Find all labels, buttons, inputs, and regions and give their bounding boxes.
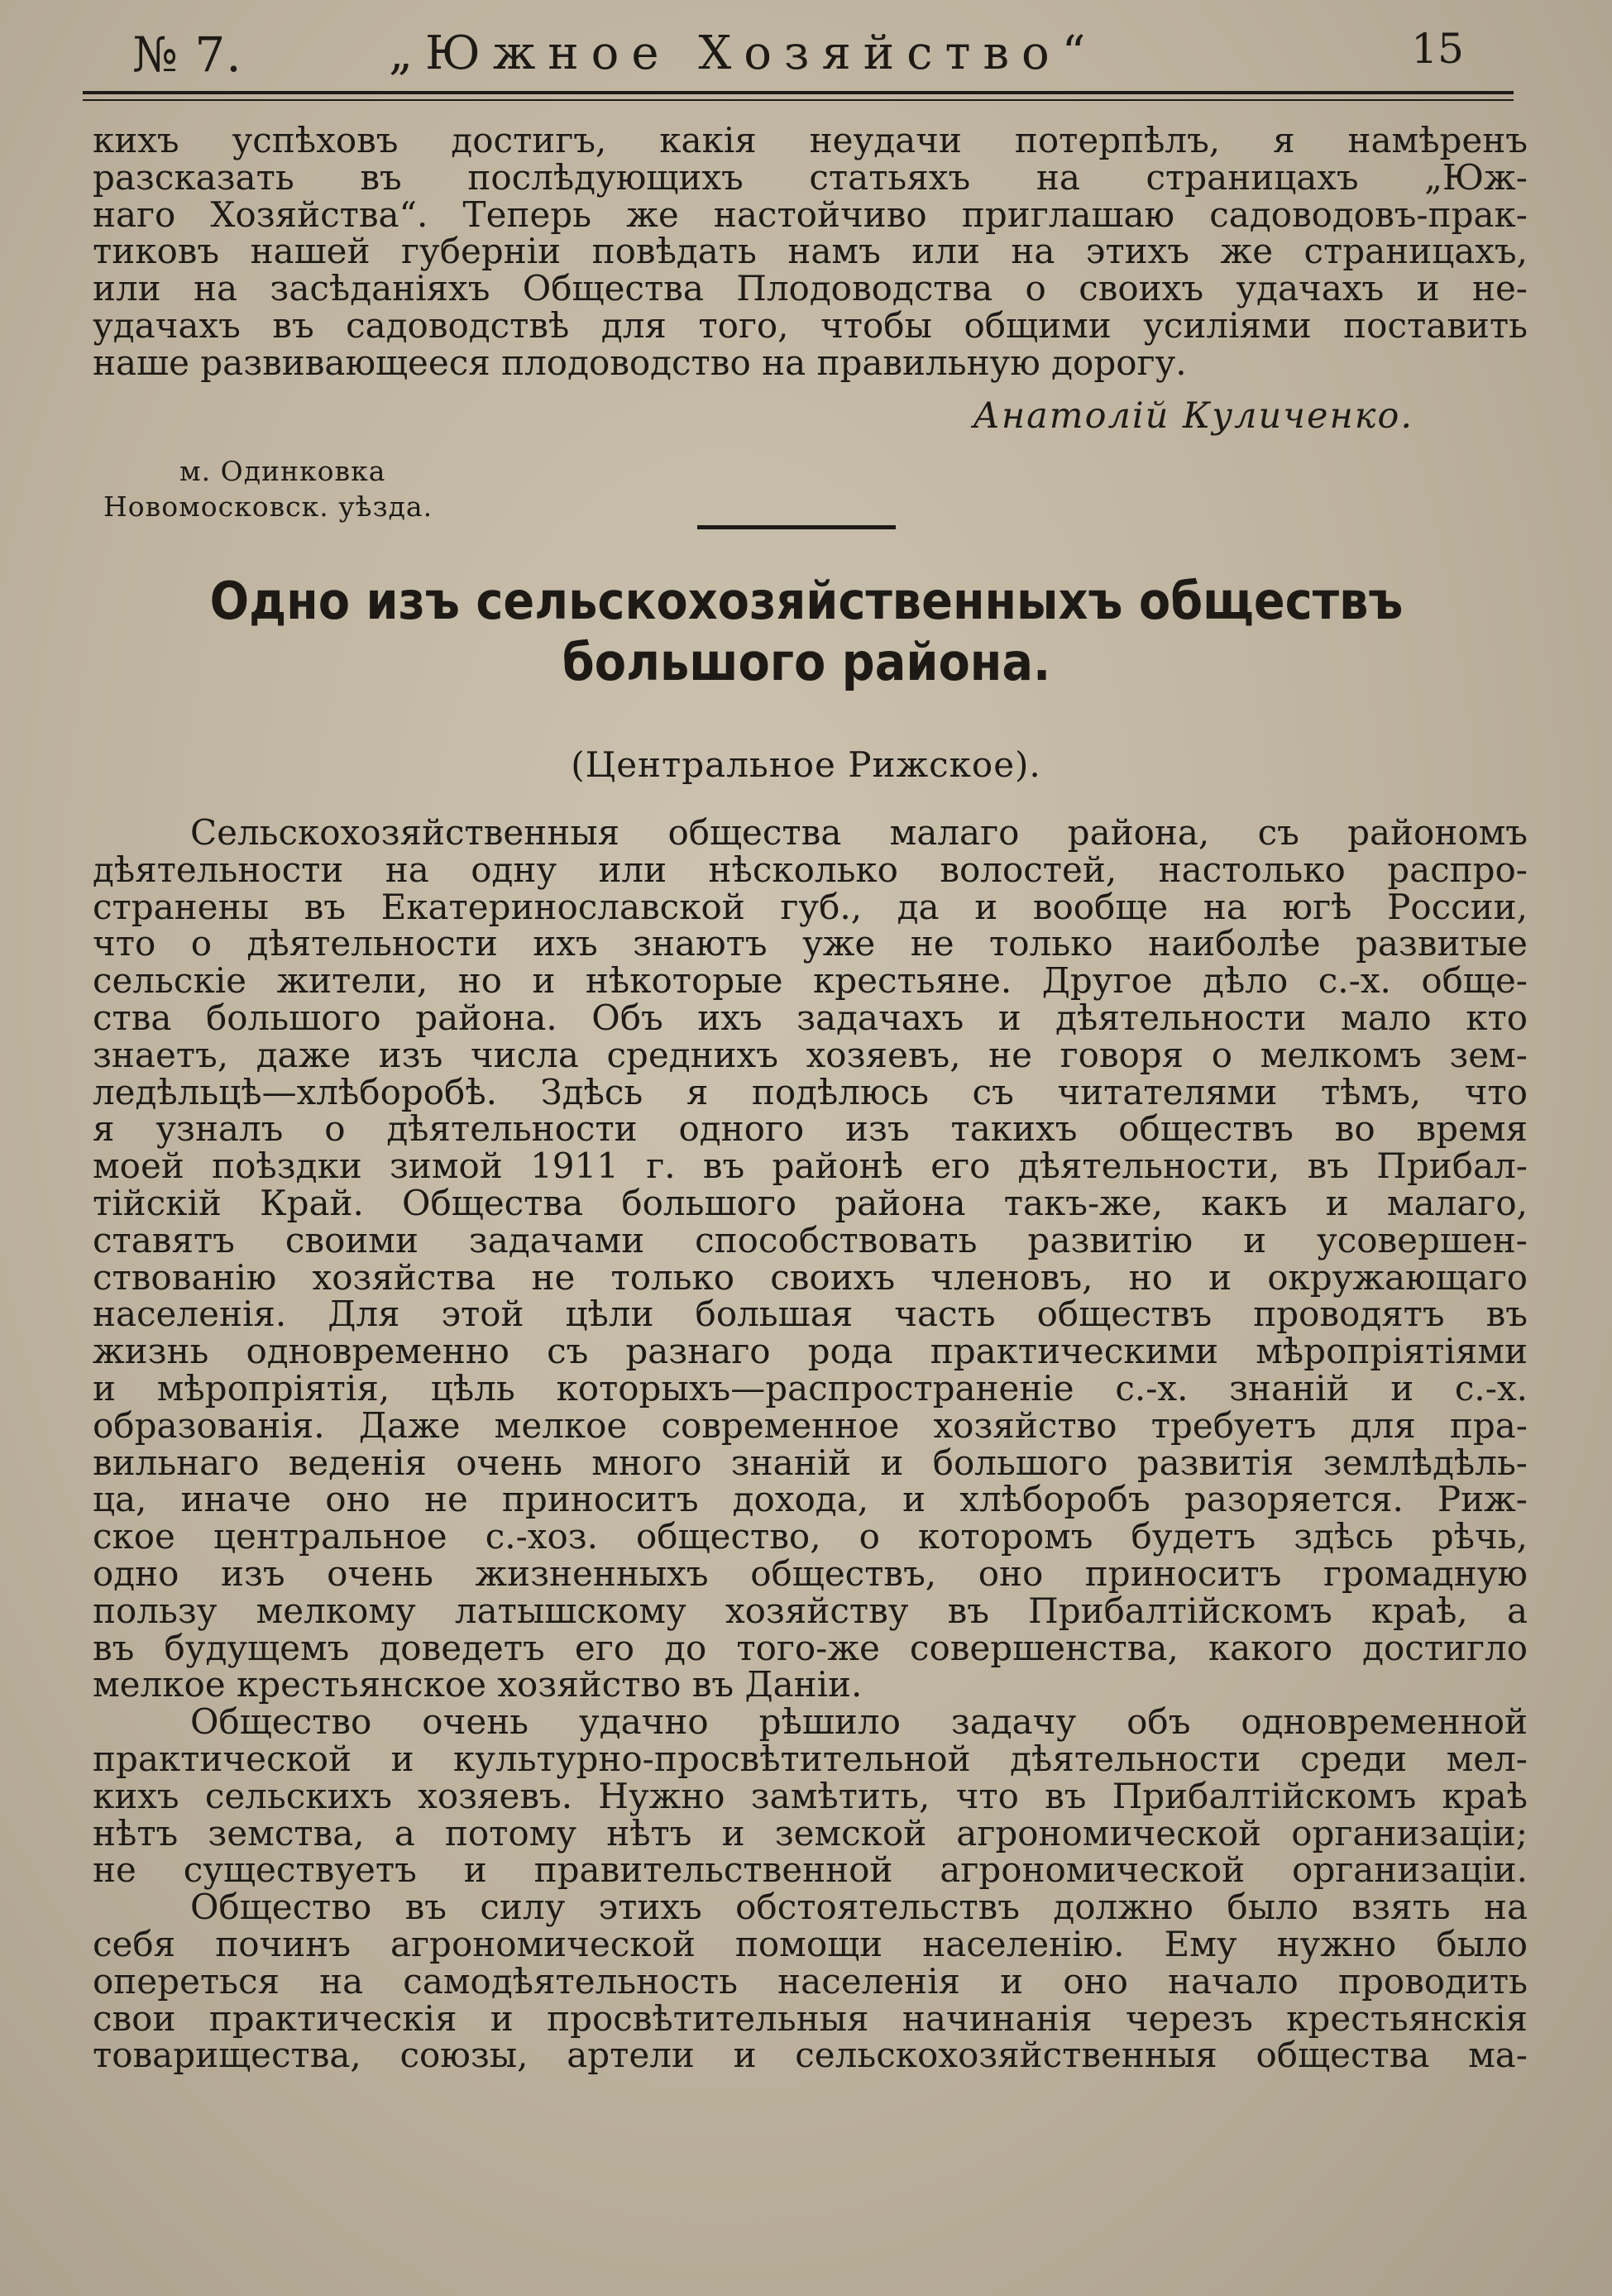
text-line: что о дѣятельности ихъ знаютъ уже не только наиболѣе развитые xyxy=(93,923,1528,964)
text-line: Сельскохозяйственныя общества малаго района, съ райономъ xyxy=(190,812,1528,853)
text-line: тиковъ нашей губерніи повѣдать намъ или на этихъ же страницахъ, xyxy=(93,231,1528,272)
text-line: или на засѣданіяхъ Общества Плодоводства о своихъ удачахъ и не- xyxy=(93,268,1528,309)
article-subtitle: (Центральное Рижское). xyxy=(571,744,1041,785)
text-line: и мѣропріятія, цѣль которыхъ—распространеніе с.-х. знаній и с.-х. xyxy=(93,1367,1528,1409)
article-title: Одно изъ сельскохозяйственныхъ обществъ большого района. xyxy=(209,571,1404,692)
text-line: образованія. Даже мелкое современное хозяйство требуетъ для пра- xyxy=(93,1404,1528,1446)
place-note xyxy=(103,453,433,524)
text-line: тійскій Край. Общества большого района такъ-же, какъ и малаго, xyxy=(93,1182,1528,1223)
journal-title: „Южное Хозяйство“ xyxy=(389,26,1098,80)
text-line: населенія. Для этой цѣли большая часть обществъ проводятъ въ xyxy=(93,1294,1528,1335)
place-line: Новомосковск. уѣзда. xyxy=(103,490,433,523)
issue-number: № 7. xyxy=(132,26,242,83)
place-line: м. Одинковка xyxy=(179,455,386,487)
text-line: Общество очень удачно рѣшило задачу объ одновременной xyxy=(190,1701,1528,1743)
text-line: знаетъ, даже изъ числа среднихъ хозяевъ, не говоря о мелкомъ зем- xyxy=(93,1034,1528,1075)
text-line: странены въ Екатеринославской губ., да и вообще на югѣ России, xyxy=(93,886,1528,927)
text-line: наше развивающееся плодоводство на правильную дорогу. xyxy=(93,342,1187,383)
text-line: кихъ сельскихъ хозяевъ. Нужно замѣтить, что въ Прибалтійскомъ краѣ xyxy=(93,1775,1528,1816)
text-line: ское центральное с.-хоз. общество, о которомъ будетъ здѣсь рѣчь, xyxy=(93,1516,1528,1557)
text-line: моей поѣздки зимой 1911 г. въ районѣ его дѣятельности, въ Прибал- xyxy=(93,1146,1528,1187)
text-line: я узналъ о дѣятельности одного изъ такихъ обществъ во время xyxy=(93,1108,1528,1150)
text-line: разсказать въ послѣдующихъ статьяхъ на страницахъ „Юж- xyxy=(93,156,1528,198)
text-line: удачахъ въ садоводствѣ для того, чтобы общими усиліями поставить xyxy=(93,304,1528,346)
text-line: вильнаго веденія очень много знаній и большого развитія землѣдѣль- xyxy=(93,1442,1528,1483)
text-line: практической и культурно-просвѣтительной дѣятельности среди мел- xyxy=(93,1738,1528,1779)
text-line: ства большого района. Объ ихъ задачахъ и дѣятельности мало кто xyxy=(93,997,1528,1038)
text-line: наго Хозяйства“. Теперь же настойчиво приглашаю садоводовъ-прак- xyxy=(93,194,1528,235)
running-header xyxy=(132,25,1480,88)
text-line: ствованію хозяйства не только своихъ членовъ, но и окружающаго xyxy=(93,1256,1528,1298)
text-line: пользу мелкому латышскому хозяйству въ Прибалтійскомъ краѣ, а xyxy=(93,1590,1528,1631)
text-line: себя починъ агрономической помощи населенію. Ему нужно было xyxy=(93,1923,1528,1964)
section-separator xyxy=(697,525,896,529)
text-line: ца, иначе оно не приноситъ дохода, и хлѣборобъ разоряется. Риж- xyxy=(93,1479,1528,1520)
text-line: жизнь одновременно съ разнаго рода практическими мѣропріятіями xyxy=(93,1331,1528,1372)
text-line: ставятъ своими задачами способствовать развитію и усовершен- xyxy=(93,1219,1528,1260)
text-line: свои практическія и просвѣтительныя начинанія черезъ крестьянскія xyxy=(93,1997,1528,2039)
text-line: кихъ успѣховъ достигъ, какія неудачи потерпѣлъ, я намѣренъ xyxy=(93,120,1528,160)
header-rule-thin xyxy=(83,99,1514,101)
author-signature: Анатолій Куличенко. xyxy=(973,395,1413,437)
text-line: мелкое крестьянское хозяйство въ Даніи. xyxy=(93,1664,863,1705)
header-rule-thick xyxy=(83,91,1514,94)
text-line: Общество въ силу этихъ обстоятельствъ должно было взять на xyxy=(190,1887,1528,1928)
text-line: дѣятельности на одну или нѣсколько волостей, настолько распро- xyxy=(93,849,1528,890)
prev-article-text xyxy=(93,122,1528,382)
page-number: 15 xyxy=(1411,25,1464,73)
text-line: одно изъ очень жизненныхъ обществъ, оно приноситъ громадную xyxy=(93,1552,1528,1594)
text-line: опереться на самодѣятельность населенія и оно начало проводить xyxy=(93,1960,1528,2002)
article-body xyxy=(93,812,1528,2076)
text-line: товарищества, союзы, артели и сельскохозяйственныя общества ма- xyxy=(93,2035,1528,2076)
text-line: ледѣльцѣ—хлѣборобѣ. Здѣсь я подѣлюсь съ читателями тѣмъ, что xyxy=(93,1071,1528,1112)
text-line: не существуетъ и правительственной агрономической организаціи. xyxy=(93,1849,1528,1891)
text-line: въ будущемъ доведетъ его до того-же совершенства, какого достигло xyxy=(93,1627,1528,1668)
text-line: нѣтъ земства, а потому нѣтъ и земской агрономической организаціи; xyxy=(93,1812,1528,1854)
text-line: сельскіе жители, но и нѣкоторые крестьяне. Другое дѣло с.-х. обще- xyxy=(93,960,1528,1002)
